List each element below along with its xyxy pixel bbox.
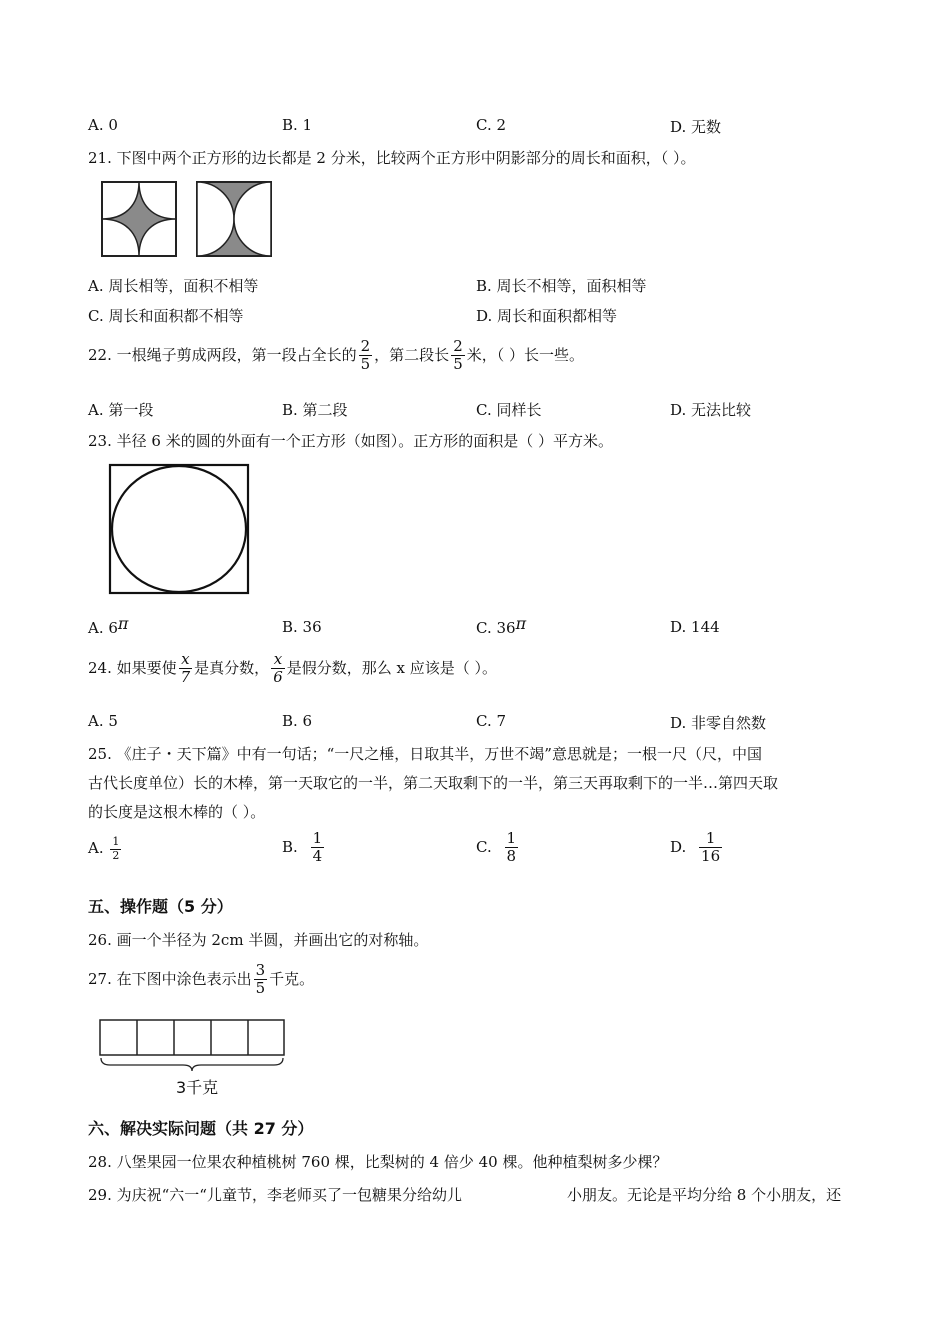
q22-option-b[interactable]: B. 第二段 [282,401,348,419]
q23-option-a[interactable] [88,614,129,637]
q25-option-d-fraction [699,830,722,866]
q24-fraction-1 [179,651,193,687]
q24-option-b[interactable]: B. 6 [282,712,313,730]
q27-fraction [254,962,268,998]
q21-option-a[interactable]: A. 周长相等，面积不相等 [88,277,259,295]
pi-symbol: π [515,614,527,633]
q25-option-d[interactable] [670,830,724,866]
q21-figures [100,180,276,260]
q25-option-b-fraction [311,830,325,866]
q23-option-d[interactable] [670,618,720,636]
q24-text [88,651,497,687]
q22-option-d[interactable]: D. 无法比较 [670,401,752,419]
q25-line-2: 古代长度单位）长的木棒，第一天取它的一半，第二天取剩下的一半，第三天再取剩下的一半…第四天取 [88,774,779,792]
q25-option-c-fraction [505,830,519,866]
q21-figure-2 [197,182,271,256]
q22-frac1-num: 2 [360,337,371,355]
q23-option-d-label: D. 144 [670,618,720,636]
q27-frac-num: 3 [255,961,266,979]
circle-shape [112,466,246,592]
q25-option-b-den: 4 [312,847,323,866]
q20-option-a[interactable]: A. 0 [88,116,118,134]
q24-middle: 是真分数， [194,658,270,677]
q23-figure [106,462,252,598]
q25-option-d-label: D. [670,837,687,856]
q22-suffix: 米，（ ）长一些。 [466,345,585,364]
q24-option-c[interactable]: C. 7 [476,712,507,730]
brace-shape [101,1058,283,1071]
q22-frac2-num: 2 [453,337,463,355]
q22-fraction-1 [359,338,373,374]
q25-option-b-label: B. [282,837,298,856]
q22-middle: ，第二段长 [374,345,450,364]
q21-option-c[interactable]: C. 周长和面积都不相等 [88,307,244,325]
q24-fraction-2 [271,651,285,687]
q25-option-a-num: 1 [112,835,120,848]
q25-option-a-den: 2 [112,848,120,862]
q22-option-c[interactable]: C. 同样长 [476,401,542,419]
q24-frac2-num: x [273,650,283,668]
pi-symbol: π [117,614,129,633]
q23-option-c[interactable] [476,614,527,637]
q25-option-c[interactable] [476,830,520,866]
q25-option-a-fraction [110,836,121,862]
q29-text-part-1: 29. 为庆祝“六一“儿童节，李老师买了一包糖果分给幼儿 [88,1186,462,1204]
q25-option-b-num: 1 [312,829,323,847]
q24-prefix: 24. 如果要使 [88,658,177,677]
q21-option-d[interactable]: D. 周长和面积都相等 [476,307,618,325]
q24-suffix: 是假分数，那么 x 应该是（ ）。 [286,658,497,677]
q20-option-b[interactable]: B. 1 [282,116,313,134]
q25-option-c-label: C. [476,837,492,856]
bar-outline [100,1020,284,1055]
q24-frac2-den: 6 [273,668,283,687]
q27-bar-label: 3千克 [176,1078,219,1097]
section-6-heading: 六、解决实际问题（共 27 分） [88,1119,314,1138]
q25-option-c-num: 1 [506,829,517,847]
q21-option-b[interactable]: B. 周长不相等，面积相等 [476,277,647,295]
q25-option-d-num: 1 [705,829,716,847]
q25-option-b[interactable] [282,830,326,866]
q20-option-c[interactable]: C. 2 [476,116,507,134]
q23-option-b[interactable] [282,618,322,636]
q22-fraction-2 [451,338,465,374]
q25-option-d-den: 16 [701,847,721,866]
q25-option-a-label: A. [88,839,104,858]
q24-frac1-den: 7 [180,668,191,687]
q21-text: 21. 下图中两个正方形的边长都是 2 分米，比较两个正方形中阴影部分的周长和面积，（ ）。 [88,149,696,167]
q22-prefix: 22. 一根绳子剪成两段，第一段占全长的 [88,345,357,364]
q23-option-b-label: B. 36 [282,618,322,636]
q23-option-a-label: A. 6 [88,619,118,637]
q20-option-d[interactable]: D. 无数 [670,118,722,136]
q23-option-c-label: C. 36 [476,619,516,637]
q24-option-a[interactable]: A. 5 [88,712,118,730]
q28-text: 28. 八堡果园一位果农种植桃树 760 棵，比梨树的 4 倍少 40 棵。他种植梨树多少棵？ [88,1153,668,1171]
q25-line-3: 的长度是这根木棒的（ ）。 [88,803,266,821]
q25-option-a[interactable] [88,836,123,862]
q29-text-part-2: 小朋友。无论是平均分给 8 个小朋友，还 [567,1186,842,1204]
q26-text: 26. 画一个半径为 2cm 半圆，并画出它的对称轴。 [88,931,429,949]
q22-frac1-den: 5 [360,355,371,374]
q25-option-c-den: 8 [506,847,517,866]
q21-figure-1 [102,182,176,256]
q27-bar-diagram [98,1018,288,1072]
q27-suffix: 千克。 [269,969,315,988]
q27-prefix: 27. 在下图中涂色表示出 [88,969,252,988]
q27-frac-den: 5 [255,979,266,998]
q24-option-d[interactable]: D. 非零自然数 [670,714,767,732]
q23-text: 23. 半径 6 米的圆的外面有一个正方形（如图）。正方形的面积是（ ）平方米。 [88,432,613,450]
q22-option-a[interactable]: A. 第一段 [88,401,154,419]
q22-text [88,338,584,374]
q24-frac1-num: x [181,650,190,668]
q25-line-1: 25. 《庄子・天下篇》中有一句话；“一尺之棰，日取其半，万世不竭”意思就是；一根一尺（尺，中国 [88,745,762,763]
section-5-heading: 五、操作题（5 分） [88,897,233,916]
q27-text [88,962,314,998]
q22-frac2-den: 5 [453,355,463,374]
